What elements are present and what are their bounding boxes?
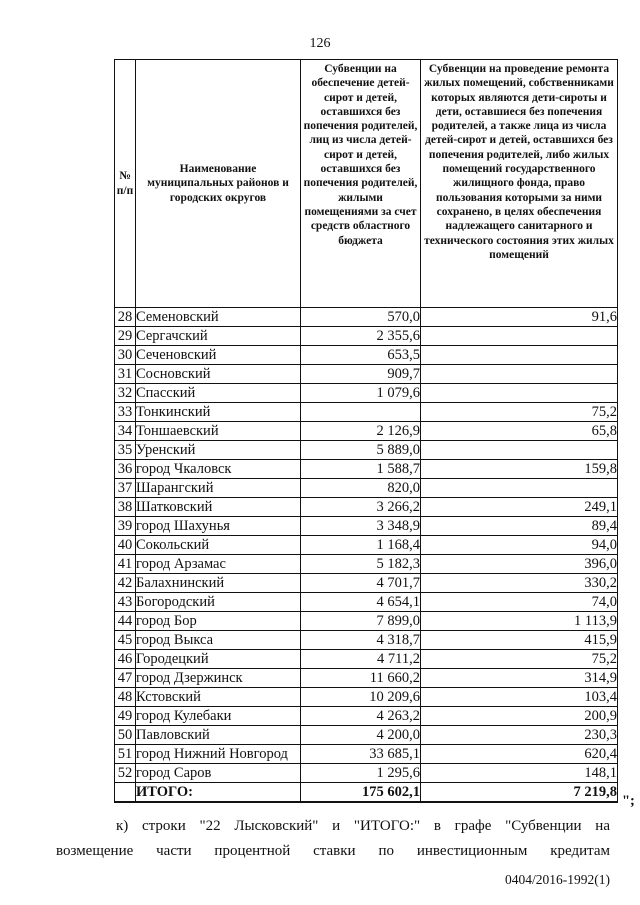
- subsidy-repair-value: [421, 479, 618, 498]
- table-header-row: [115, 60, 618, 308]
- table-row: [115, 498, 618, 517]
- subsidy-repair-value: [421, 365, 618, 384]
- subsidy-repair-value: 148,1: [421, 764, 618, 783]
- table-row: [115, 650, 618, 669]
- municipality-name: город Арзамас: [136, 555, 301, 574]
- subsidy-repair-value: 396,0: [421, 555, 618, 574]
- municipality-name: Сергачский: [136, 327, 301, 346]
- table-row: [115, 688, 618, 707]
- subsidy-repair-value: 620,4: [421, 745, 618, 764]
- row-number: 31: [115, 365, 136, 384]
- amendment-text: к) строки "22 Лысковский" и "ИТОГО:" в графе "Субвенции на: [116, 818, 610, 834]
- row-number: 40: [115, 536, 136, 555]
- subsidy-repair-value: [421, 441, 618, 460]
- row-number: 42: [115, 574, 136, 593]
- subsidy-housing-value: 1 168,4: [301, 536, 421, 555]
- table-row: [115, 669, 618, 688]
- subsidy-repair-value: 330,2: [421, 574, 618, 593]
- municipality-name: город Саров: [136, 764, 301, 783]
- municipality-name: Богородский: [136, 593, 301, 612]
- municipality-name: город Выкса: [136, 631, 301, 650]
- row-number: 37: [115, 479, 136, 498]
- table-row: [115, 631, 618, 650]
- subsidy-repair-value: 415,9: [421, 631, 618, 650]
- row-number: 47: [115, 669, 136, 688]
- header-num: № п/п: [115, 60, 136, 308]
- total-closing-quote: ";: [622, 793, 635, 809]
- municipality-name: город Нижний Новгород: [136, 745, 301, 764]
- table-body: [115, 308, 618, 803]
- subsidy-repair-value: [421, 327, 618, 346]
- page-number: 126: [309, 36, 331, 51]
- municipality-name: город Чкаловск: [136, 460, 301, 479]
- row-number: 43: [115, 593, 136, 612]
- subsidy-repair-value: 65,8: [421, 422, 618, 441]
- subsidy-repair-value: 75,2: [421, 650, 618, 669]
- subsidy-repair-value: 74,0: [421, 593, 618, 612]
- amendment-paragraph-line-2: [56, 843, 610, 860]
- subsidy-housing-value: 2 355,6: [301, 327, 421, 346]
- row-number: 41: [115, 555, 136, 574]
- table-row: [115, 574, 618, 593]
- subsidy-repair-value: 1 113,9: [421, 612, 618, 631]
- municipality-name: Спасский: [136, 384, 301, 403]
- document-code: 0404/2016-1992(1): [505, 872, 610, 887]
- subsidy-housing-value: 909,7: [301, 365, 421, 384]
- table-row: [115, 460, 618, 479]
- subsidy-repair-value: 200,9: [421, 707, 618, 726]
- subsidy-housing-value: 4 263,2: [301, 707, 421, 726]
- municipality-name: Шарангский: [136, 479, 301, 498]
- table-row: [115, 612, 618, 631]
- municipality-name: город Кулебаки: [136, 707, 301, 726]
- row-number: 38: [115, 498, 136, 517]
- total-row-number: [115, 783, 136, 803]
- table-row: [115, 327, 618, 346]
- subsidy-housing-value: 1 079,6: [301, 384, 421, 403]
- subsidy-housing-value: [301, 403, 421, 422]
- total-row: [115, 783, 618, 803]
- subsidy-repair-value: 249,1: [421, 498, 618, 517]
- subsidy-repair-value: 75,2: [421, 403, 618, 422]
- table-row: [115, 365, 618, 384]
- subsidy-repair-value: 89,4: [421, 517, 618, 536]
- table-row: [115, 726, 618, 745]
- subsidy-housing-value: 5 182,3: [301, 555, 421, 574]
- subsidy-housing-value: 10 209,6: [301, 688, 421, 707]
- municipality-name: город Дзержинск: [136, 669, 301, 688]
- subsidy-housing-value: 33 685,1: [301, 745, 421, 764]
- municipality-name: Павловский: [136, 726, 301, 745]
- table-row: [115, 384, 618, 403]
- row-number: 36: [115, 460, 136, 479]
- row-number: 29: [115, 327, 136, 346]
- amendment-paragraph-line-1: [56, 818, 610, 835]
- municipality-name: Сокольский: [136, 536, 301, 555]
- subsidy-repair-value: 230,3: [421, 726, 618, 745]
- header-subsidy-repair: Субвенции на проведение ремонта жилых помещений, собственниками которых являются дети-сироты и дети, оставшиеся без попечения родителей, а также лица из числа детей-сирот и детей, оставшихся без попечения родителей, либо жилых помещений государственного жилищного фонда, право пользования которыми за ними сохранено, в целях обеспечения надлежащего санитарного и технического состояния этих жилых помещений: [421, 60, 618, 308]
- row-number: 33: [115, 403, 136, 422]
- subsidy-housing-value: 3 266,2: [301, 498, 421, 517]
- subsidy-housing-value: 4 318,7: [301, 631, 421, 650]
- subsidy-repair-value: 314,9: [421, 669, 618, 688]
- subsidy-repair-value: [421, 384, 618, 403]
- subsidy-housing-value: 4 711,2: [301, 650, 421, 669]
- row-number: 51: [115, 745, 136, 764]
- table-row: [115, 441, 618, 460]
- row-number: 28: [115, 308, 136, 327]
- table-row: [115, 403, 618, 422]
- table-row: [115, 422, 618, 441]
- municipality-name: Сосновский: [136, 365, 301, 384]
- municipality-name: Шатковский: [136, 498, 301, 517]
- total-subsidy-repair: 7 219,8: [421, 783, 618, 803]
- subsidy-repair-value: 159,8: [421, 460, 618, 479]
- total-subsidy-housing: 175 602,1: [301, 783, 421, 803]
- row-number: 30: [115, 346, 136, 365]
- subsidy-housing-value: 2 126,9: [301, 422, 421, 441]
- row-number: 48: [115, 688, 136, 707]
- table-row: [115, 536, 618, 555]
- municipality-name: Тонкинский: [136, 403, 301, 422]
- subsidy-housing-value: 570,0: [301, 308, 421, 327]
- table-row: [115, 346, 618, 365]
- header-subsidy-housing: Субвенции на обеспечение детей-сирот и детей, оставшихся без попечения родителей, лиц из числа детей-сирот и детей, оставшихся без попечения родителей, жилыми помещениями за счет средств областного бюджета: [301, 60, 421, 308]
- row-number: 50: [115, 726, 136, 745]
- table-row: [115, 479, 618, 498]
- table-row: [115, 707, 618, 726]
- municipality-name: Кстовский: [136, 688, 301, 707]
- municipality-name: город Шахунья: [136, 517, 301, 536]
- subsidy-housing-value: 1 588,7: [301, 460, 421, 479]
- table-row: [115, 517, 618, 536]
- subsidy-repair-value: [421, 346, 618, 365]
- subsidy-housing-value: 4 200,0: [301, 726, 421, 745]
- row-number: 45: [115, 631, 136, 650]
- subsidy-housing-value: 4 654,1: [301, 593, 421, 612]
- row-number: 39: [115, 517, 136, 536]
- subsidy-housing-value: 5 889,0: [301, 441, 421, 460]
- row-number: 35: [115, 441, 136, 460]
- subsidy-housing-value: 653,5: [301, 346, 421, 365]
- municipality-name: Сеченовский: [136, 346, 301, 365]
- subsidy-housing-value: 1 295,6: [301, 764, 421, 783]
- row-number: 49: [115, 707, 136, 726]
- table-row: [115, 555, 618, 574]
- municipality-name: город Бор: [136, 612, 301, 631]
- subsidy-housing-value: 11 660,2: [301, 669, 421, 688]
- subsidy-repair-value: 94,0: [421, 536, 618, 555]
- subsidy-repair-value: 91,6: [421, 308, 618, 327]
- row-number: 32: [115, 384, 136, 403]
- subsidy-housing-value: 7 899,0: [301, 612, 421, 631]
- table-row: [115, 308, 618, 327]
- row-number: 44: [115, 612, 136, 631]
- municipality-name: Балахнинский: [136, 574, 301, 593]
- header-name: Наименование муниципальных районов и городских округов: [136, 60, 301, 308]
- row-number: 46: [115, 650, 136, 669]
- municipality-name: Уренский: [136, 441, 301, 460]
- table-row: [115, 745, 618, 764]
- municipality-name: Тоншаевский: [136, 422, 301, 441]
- municipality-name: Городецкий: [136, 650, 301, 669]
- subsidy-housing-value: 820,0: [301, 479, 421, 498]
- row-number: 34: [115, 422, 136, 441]
- subsidy-housing-value: 4 701,7: [301, 574, 421, 593]
- municipality-name: Семеновский: [136, 308, 301, 327]
- amendment-text: возмещение части процентной ставки по инвестиционным кредитам: [56, 843, 610, 859]
- table-row: [115, 593, 618, 612]
- subsidy-table: [114, 59, 618, 803]
- row-number: 52: [115, 764, 136, 783]
- table-row: [115, 764, 618, 783]
- subsidy-housing-value: 3 348,9: [301, 517, 421, 536]
- total-label: ИТОГО:: [136, 783, 301, 803]
- subsidy-repair-value: 103,4: [421, 688, 618, 707]
